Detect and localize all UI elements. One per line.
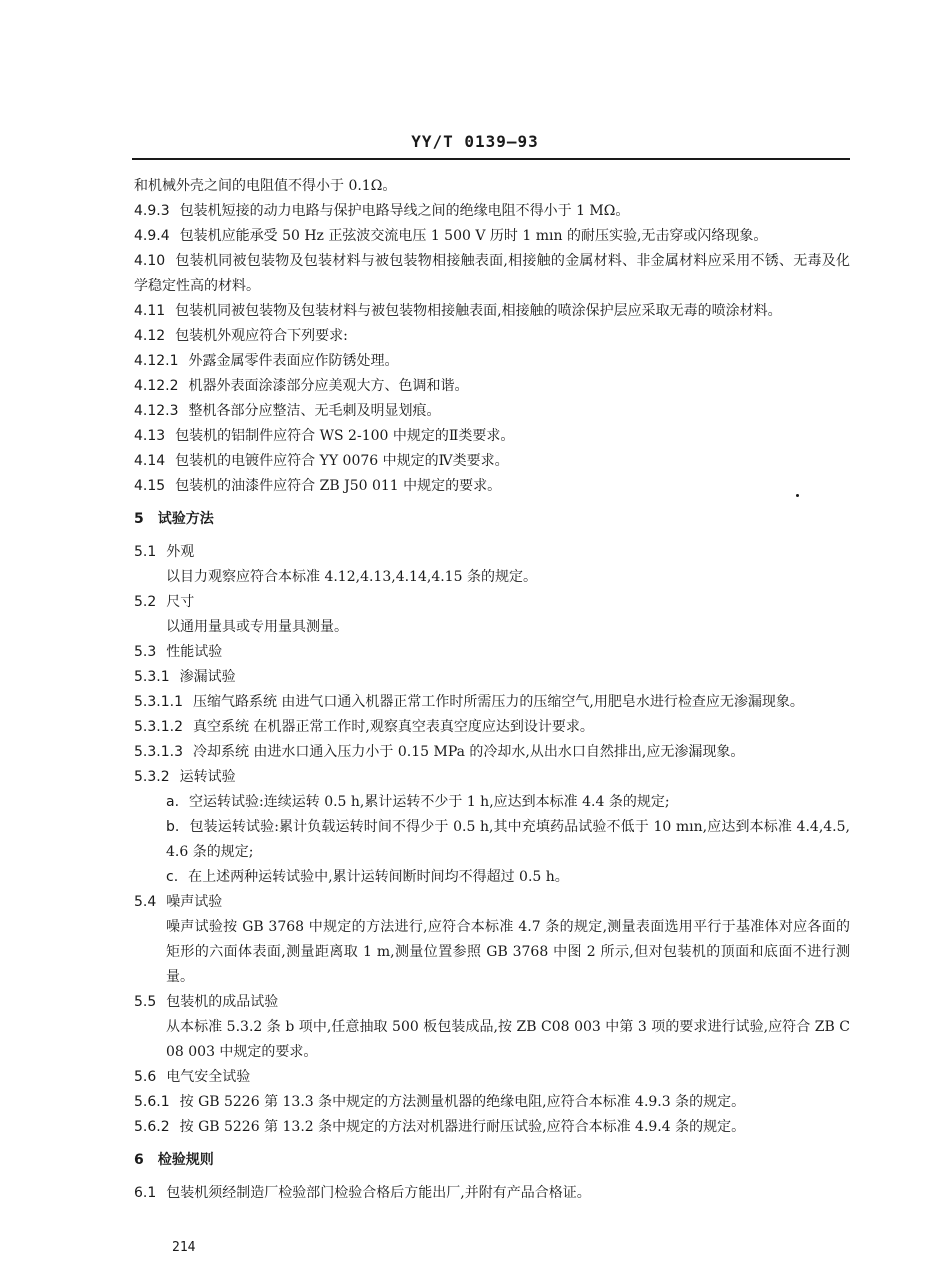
clause [134, 615, 850, 640]
clause-text: 包装机须经制造厂检验部门检验合格后方能出厂,并附有产品合格证。 [166, 1185, 591, 1201]
clause-text: 和机械外壳之间的电阻值不得小于 0.1Ω。 [134, 178, 397, 194]
clause-number: 4.10 [134, 253, 166, 269]
clause-number: 5.1 [134, 544, 157, 560]
clause [134, 199, 850, 224]
clause [134, 374, 850, 399]
clause-number: 5.3.1.2 [134, 719, 183, 735]
clause-number: 5.6.2 [134, 1119, 170, 1135]
clause [134, 915, 850, 990]
clause [134, 1115, 850, 1140]
clause [134, 1065, 850, 1090]
clause-number: 5.3.2 [134, 769, 170, 785]
clause-text: 整机各部分应整洁、无毛刺及明显划痕。 [188, 403, 441, 419]
clause-number: 5.6.1 [134, 1094, 170, 1110]
clause [134, 740, 850, 765]
clause-number: 4.13 [134, 428, 166, 444]
clause [134, 665, 850, 690]
clause [134, 1015, 850, 1065]
clause [134, 890, 850, 915]
clause [134, 399, 850, 424]
document-body [134, 174, 850, 1206]
clause-text: 包装运转试验:累计负载运转时间不得少于 0.5 h,其中充填药品试验不低于 10 mın,应达到本标准 4.4,4.5,4.6 条的规定; [166, 819, 850, 860]
section-number: 5 [134, 511, 144, 527]
clause-number: 5.3.1.3 [134, 744, 183, 760]
clause [134, 765, 850, 790]
clause [134, 174, 850, 199]
clause-text: 渗漏试验 [179, 669, 236, 685]
standard-header: YY/T 0139—93 [411, 132, 539, 151]
header-rule [132, 158, 850, 160]
clause-number: 4.14 [134, 453, 166, 469]
clause [134, 249, 850, 299]
clause-text: 真空系统 在机器正常工作时,观察真空表真空度应达到设计要求。 [192, 719, 594, 735]
clause [134, 324, 850, 349]
clause-number: 4.12.2 [134, 378, 179, 394]
clause-text: 外露金属零件表面应作防锈处理。 [188, 353, 399, 369]
section-5-heading [134, 507, 850, 532]
clause-number: 4.15 [134, 478, 166, 494]
clause [134, 1090, 850, 1115]
section-number: 6 [134, 1152, 144, 1168]
clause [134, 424, 850, 449]
clause [134, 865, 850, 890]
clause-text: 冷却系统 由进水口通入压力小于 0.15 MPa 的冷却水,从出水口自然排出,应无渗漏现象。 [192, 744, 745, 760]
clause-text: 包装机应能承受 50 Hz 正弦波交流电压 1 500 V 历时 1 mın 的耐压实验,无击穿或闪络现象。 [179, 228, 768, 244]
clause-list-5 [134, 540, 850, 1140]
clause-number: 5.6 [134, 1069, 157, 1085]
clause-text: 包装机同被包装物及包装材料与被包装物相接触表面,相接触的喷涂保护层应采取无毒的喷涂材料。 [175, 303, 782, 319]
clause-number: 5.3 [134, 644, 157, 660]
clause [134, 449, 850, 474]
clause [134, 565, 850, 590]
clause-number: b. [166, 819, 180, 835]
clause-text: 以通用量具或专用量具测量。 [166, 619, 348, 635]
clause-number: a. [166, 794, 180, 810]
stray-mark [796, 494, 799, 497]
clause-text: 包装机的电镀件应符合 YY 0076 中规定的Ⅳ类要求。 [175, 453, 509, 469]
clause-text: 在上述两种运转试验中,累计运转间断时间均不得超过 0.5 h。 [188, 869, 569, 885]
clause-list-4 [134, 174, 850, 499]
clause-text: 尺寸 [166, 594, 195, 610]
clause-number: 4.11 [134, 303, 166, 319]
clause-text: 包装机的油漆件应符合 ZB J50 011 中规定的要求。 [175, 478, 502, 494]
clause-text: 按 GB 5226 第 13.2 条中规定的方法对机器进行耐压试验,应符合本标准 4.9.4 条的规定。 [179, 1119, 746, 1135]
clause [134, 815, 850, 865]
clause [134, 790, 850, 815]
clause-text: 从本标准 5.3.2 条 b 项中,任意抽取 500 板包装成品,按 ZB C08 003 中第 3 项的要求进行试验,应符合 ZB C08 003 中规定的要求。 [166, 1019, 850, 1060]
section-6-heading [134, 1148, 850, 1173]
clause-number: 4.9.3 [134, 203, 170, 219]
clause-text: 运转试验 [179, 769, 236, 785]
clause [134, 640, 850, 665]
clause-text: 机器外表面涂漆部分应美观大方、色调和谐。 [188, 378, 469, 394]
clause [134, 224, 850, 249]
clause-text: 包装机同被包装物及包装材料与被包装物相接触表面,相接触的金属材料、非金属材料应采用不锈、无毒及化学稳定性高的材料。 [134, 253, 850, 294]
clause-number: 4.12 [134, 328, 166, 344]
clause-number: c. [166, 869, 179, 885]
clause-number: 4.12.3 [134, 403, 179, 419]
clause-text: 外观 [166, 544, 195, 560]
clause-text: 性能试验 [166, 644, 223, 660]
clause-number: 4.12.1 [134, 353, 179, 369]
section-title: 试验方法 [157, 511, 214, 527]
clause-number: 5.4 [134, 894, 157, 910]
clause-number: 5.3.1.1 [134, 694, 183, 710]
clause-number: 5.5 [134, 994, 157, 1010]
clause-text: 以目力观察应符合本标准 4.12,4.13,4.14,4.15 条的规定。 [166, 569, 537, 585]
section-title: 检验规则 [157, 1152, 214, 1168]
clause-text: 空运转试验:连续运转 0.5 h,累计运转不少于 1 h,应达到本标准 4.4 条的规定; [189, 794, 670, 810]
clause-text: 包装机短接的动力电路与保护电路导线之间的绝缘电阻不得小于 1 MΩ。 [179, 203, 630, 219]
clause-text: 噪声试验按 GB 3768 中规定的方法进行,应符合本标准 4.7 条的规定,测量表面选用平行于基准体对应各面的矩形的六面体表面,测量距离取 1 m,测量位置参照 GB 3768 中图 2 所示,但对包装机的顶面和底面不进行测量。 [166, 919, 850, 985]
clause [134, 690, 850, 715]
clause-list-6 [134, 1181, 850, 1206]
clause-number: 4.9.4 [134, 228, 170, 244]
page-number: 214 [172, 1240, 196, 1255]
clause-text: 包装机的铝制件应符合 WS 2-100 中规定的Ⅱ类要求。 [175, 428, 515, 444]
clause [134, 590, 850, 615]
clause-text: 噪声试验 [166, 894, 223, 910]
clause [134, 1181, 850, 1206]
clause-number: 6.1 [134, 1185, 157, 1201]
clause-text: 按 GB 5226 第 13.3 条中规定的方法测量机器的绝缘电阻,应符合本标准 4.9.3 条的规定。 [179, 1094, 746, 1110]
clause [134, 540, 850, 565]
clause-number: 5.2 [134, 594, 157, 610]
clause [134, 349, 850, 374]
clause-text: 压缩气路系统 由进气口通入机器正常工作时所需压力的压缩空气,用肥皂水进行检查应无渗漏现象。 [192, 694, 804, 710]
clause-text: 包装机的成品试验 [166, 994, 279, 1010]
clause [134, 990, 850, 1015]
clause-number: 5.3.1 [134, 669, 170, 685]
clause-text: 电气安全试验 [166, 1069, 251, 1085]
clause [134, 299, 850, 324]
clause [134, 474, 850, 499]
clause-text: 包装机外观应符合下列要求: [175, 328, 348, 344]
clause [134, 715, 850, 740]
